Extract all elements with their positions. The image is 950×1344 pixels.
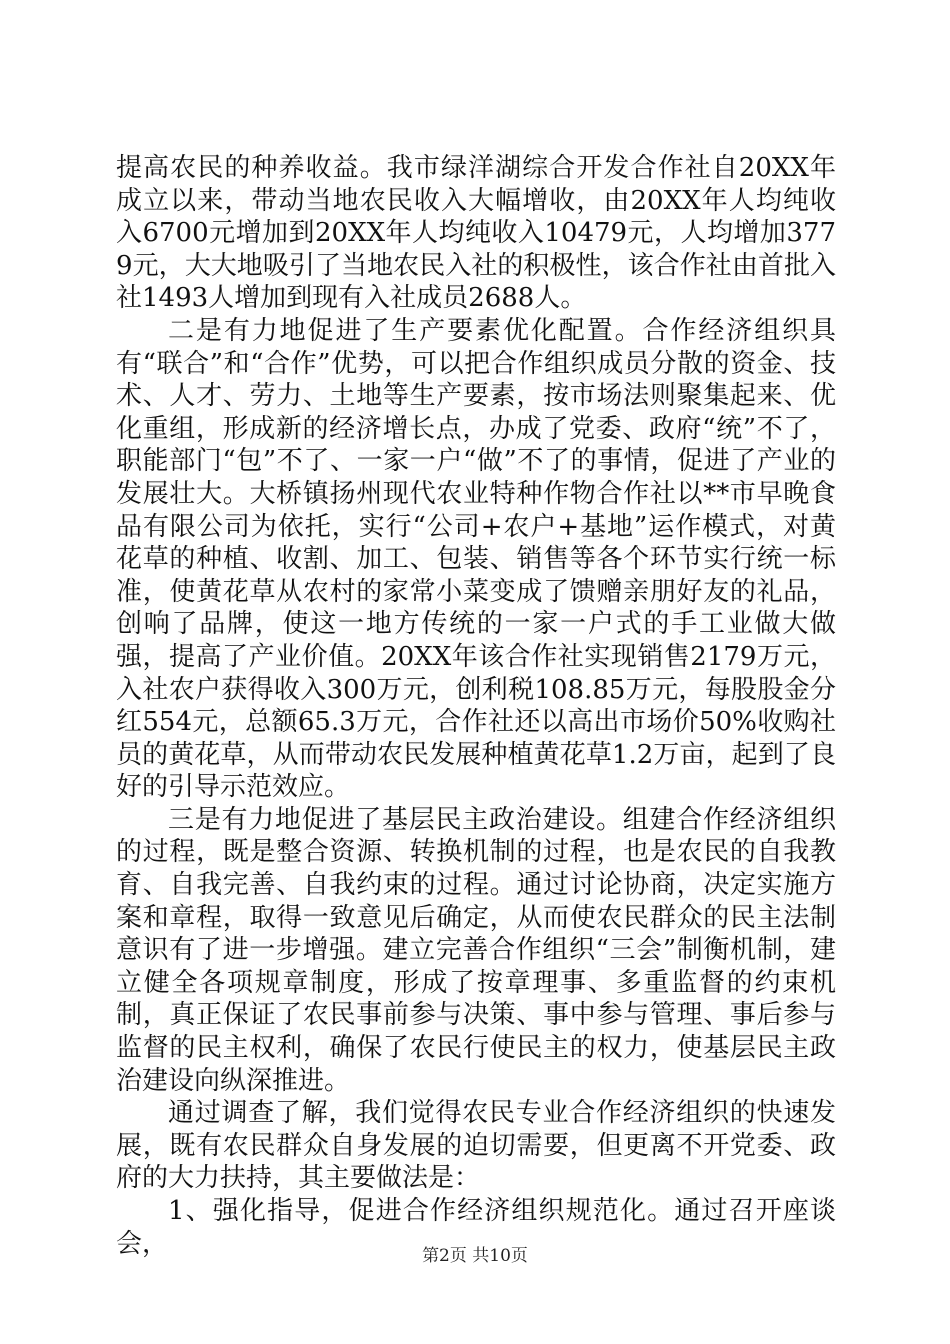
paragraph-2: 二是有力地促进了生产要素优化配置。合作经济组织具有“联合”和“合作”优势，可以把合作组织成员分散的资金、技术、人才、劳力、土地等生产要素，按市场法则聚集起来、优化重组，形成新的经济增长点，办成了党委、政府“统”不了，职能部门“包”不了、一家一户“做”不了的事情，促进了产业的发展壮大。大桥镇扬州现代农业特种作物合作社以**市早晚食品有限公司为依托，实行“公司+农户+基地”运作模式，对黄花草的种植、收割、加工、包装、销售等各个环节实行统一标准，使黄花草从农村的家常小菜变成了馈赠亲朋好友的礼品，创响了品牌，使这一地方传统的一家一户式的手工业做大做强，提高了产业价值。20XX年该合作社实现销售2179万元，入社农户获得收入300万元，创利税108.85万元，每股股金分红554元，总额65.3万元，合作社还以高出市场价50%收购社员的黄花草，从而带动农民发展种植黄花草1.2万亩，起到了良好的引导示范效应。 — [116, 315, 836, 803]
page-footer: 第2页 共10页 — [422, 1246, 528, 1266]
paragraph-5: 1、强化指导，促进合作经济组织规范化。通过召开座谈会， — [116, 1196, 836, 1259]
paragraph-1: 提高农民的种养收益。我市绿洋湖综合开发合作社自20XX年成立以来，带动当地农民收入大幅增收，由20XX年人均纯收入6700元增加到20XX年人均纯收入10479元，人均增加3779元，大大地吸引了当地农民入社的积极性，该合作社由首批入社1493人增加到现有入社成员2688人。 — [116, 153, 836, 314]
paragraph-4: 通过调查了解，我们觉得农民专业合作经济组织的快速发展，既有农民群众自身发展的迫切需要，但更离不开党委、政府的大力扶持，其主要做法是： — [116, 1098, 836, 1194]
paragraph-3: 三是有力地促进了基层民主政治建设。组建合作经济组织的过程，既是整合资源、转换机制的过程，也是农民的自我教育、自我完善、自我约束的过程。通过讨论协商，决定实施方案和章程，取得一致意见后确定，从而使农民群众的民主法制意识有了进一步增强。建立完善合作组织“三会”制衡机制，建立健全各项规章制度，形成了按章理事、多重监督的约束机制，真正保证了农民事前参与决策、事中参与管理、事后参与监督的民主权利，确保了农民行使民主的权力，使基层民主政治建设向纵深推进。 — [116, 804, 836, 1096]
body-text — [116, 152, 836, 1260]
